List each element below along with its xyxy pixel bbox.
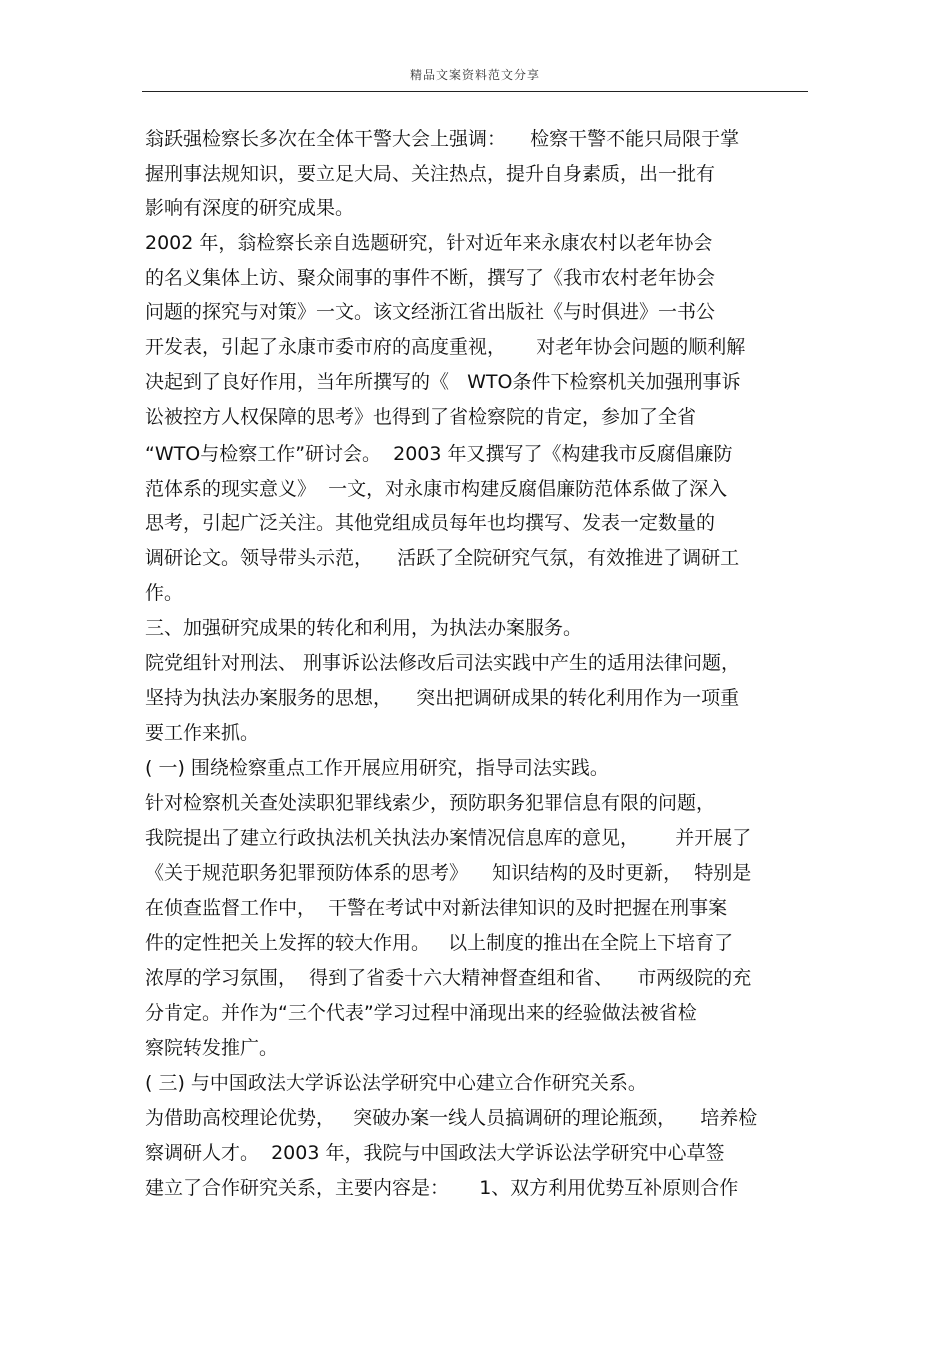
text-line: 件的定性把关上发挥的较大作用。 以上制度的推出在全院上下培育了: [145, 932, 734, 954]
text-line: 握刑事法规知识，要立足大局、关注热点，提升自身素质，出一批有: [145, 163, 716, 185]
text-line: 影响有深度的研究成果。: [145, 197, 355, 219]
text-line: 讼被控方人权保障的思考》也得到了省检察院的肯定，参加了全省: [145, 406, 697, 428]
text-line: 浓厚的学习氛围， 得到了省委十六大精神督查组和省、 市两级院的充: [145, 967, 752, 989]
text-line: 问题的探究与对策》一文。该文经浙江省出版社《与时俱进》一书公: [145, 301, 716, 323]
text-line: 思考，引起广泛关注。其他党组成员每年也均撰写、发表一定数量的: [145, 512, 716, 534]
text-line: 范体系的现实意义》 一文，对永康市构建反腐倡廉防范体系做了深入: [145, 478, 728, 500]
text-line: “WTO与检察工作”研讨会。 2003 年又撰写了《构建我市反腐倡廉防: [145, 443, 733, 465]
text-line: 我院提出了建立行政执法机关执法办案情况信息库的意见， 并开展了: [145, 827, 752, 849]
text-line: 《关于规范职务犯罪预防体系的思考》 知识结构的及时更新， 特别是: [145, 862, 752, 884]
page-header-title: 精品文案资料范文分享: [409, 68, 540, 82]
text-line: 作。: [145, 582, 184, 604]
text-line: 的名义集体上访、聚众闹事的事件不断，撰写了《我市农村老年协会: [145, 267, 716, 289]
text-line: 为借助高校理论优势， 突破办案一线人员搞调研的理论瓶颈， 培养检: [145, 1107, 758, 1129]
section-heading: 三、加强研究成果的转化和利用，为执法办案服务。: [145, 617, 583, 639]
text-line: 要工作来抓。: [145, 722, 260, 744]
text-line: 建立了合作研究关系，主要内容是： 1、双方利用优势互补原则合作: [145, 1177, 739, 1199]
text-line: 察院转发推广。: [145, 1037, 279, 1059]
text-line: 坚持为执法办案服务的思想， 突出把调研成果的转化利用作为一项重: [145, 687, 740, 709]
text-line: 察调研人才。 2003 年，我院与中国政法大学诉讼法学研究中心草签: [145, 1142, 725, 1164]
text-line: 分肯定。并作为“三个代表”学习过程中涌现出来的经验做法被省检: [145, 1002, 697, 1024]
text-line: 决起到了良好作用，当年所撰写的《 WTO条件下检察机关加强刑事诉: [145, 371, 741, 393]
subsection-heading: ( 一) 围绕检察重点工作开展应用研究，指导司法实践。: [145, 757, 609, 779]
text-line: 调研论文。领导带头示范， 活跃了全院研究气氛，有效推进了调研工: [145, 547, 740, 569]
text-line: 院党组针对刑法、 刑事诉讼法修改后司法实践中产生的适用法律问题，: [145, 652, 741, 674]
subsection-heading: ( 三) 与中国政法大学诉讼法学研究中心建立合作研究关系。: [145, 1072, 647, 1094]
text-line: 针对检察机关查处渎职犯罪线索少，预防职务犯罪信息有限的问题，: [145, 792, 716, 814]
text-line: 2002 年，翁检察长亲自选题研究，针对近年来永康农村以老年协会: [145, 232, 713, 254]
text-line: 开发表，引起了永康市委市府的高度重视， 对老年协会问题的顺利解: [145, 336, 746, 358]
text-line: 在侦查监督工作中， 干警在考试中对新法律知识的及时把握在刑事案: [145, 897, 728, 919]
text-line: 翁跃强检察长多次在全体干警大会上强调： 检察干警不能只局限于掌: [145, 128, 740, 150]
